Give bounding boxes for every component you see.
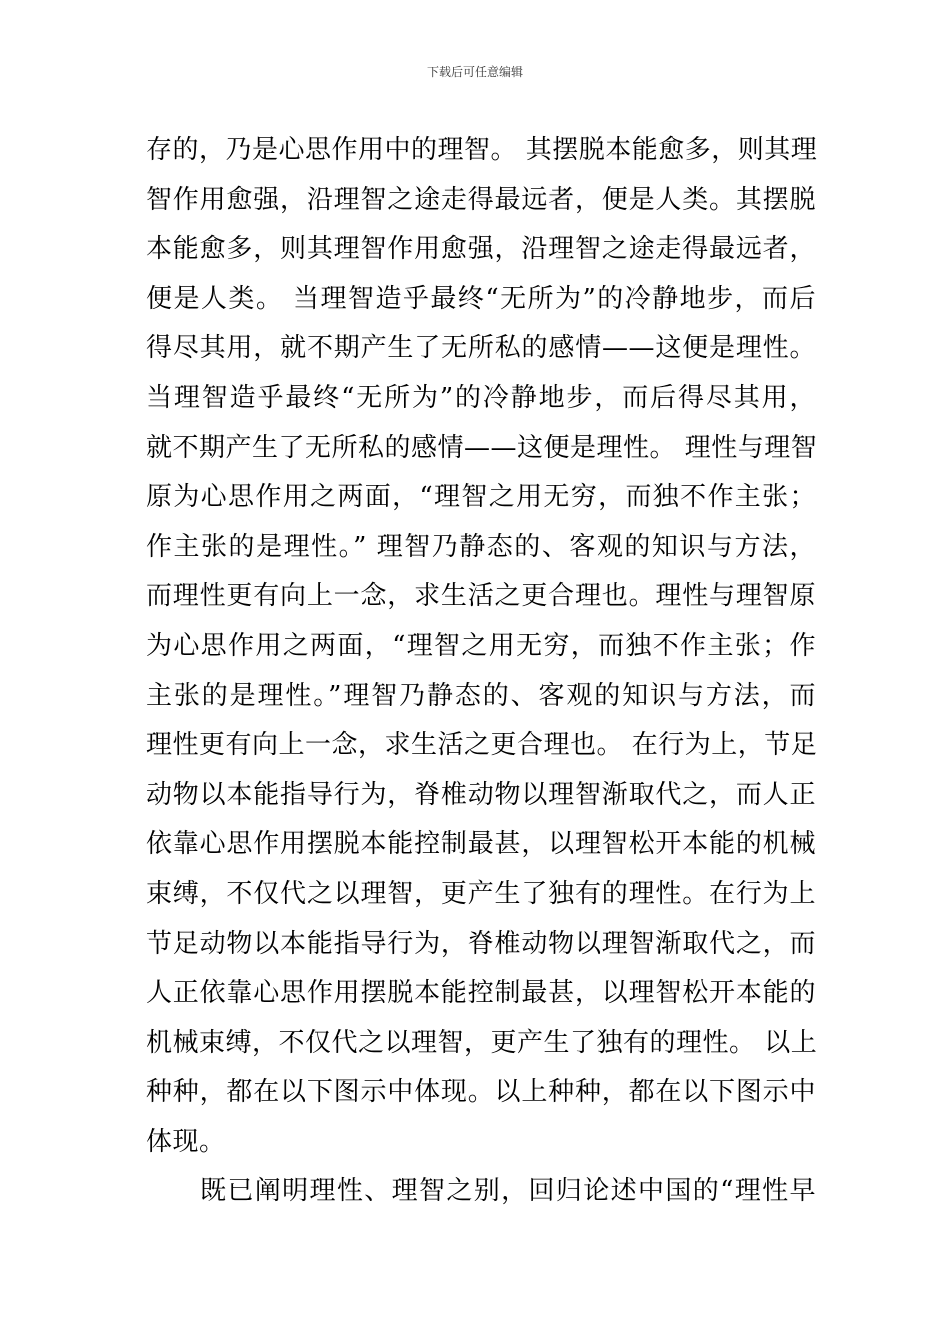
text-line: 体现。 xyxy=(146,1126,226,1157)
text-line: 得尽其用，就不期产生了无所私的感情——这便是理性。 xyxy=(146,333,816,364)
text-line: 节足动物以本能指导行为，脊椎动物以理智渐取代之，而 xyxy=(146,928,816,959)
text-line: 就不期产生了无所私的感情——这便是理性。 理性与理智 xyxy=(146,432,818,463)
text-line: 主张的是理性。”理智乃静态的、客观的知识与方法，而 xyxy=(146,680,816,711)
text-line: 依靠心思作用摆脱本能控制最甚，以理智松开本能的机械 xyxy=(146,829,816,860)
text-line: 作主张的是理性。” 理智乃静态的、客观的知识与方法， xyxy=(146,531,816,562)
document-body xyxy=(146,126,816,1217)
text-line: 原为心思作用之两面，“理智之用无穷，而独不作主张； xyxy=(146,482,816,513)
text-line: 人正依靠心思作用摆脱本能控制最甚，以理智松开本能的 xyxy=(146,978,816,1009)
text-line: 既已阐明理性、理智之别，回归论述中国的“理性早 xyxy=(200,1176,816,1207)
text-line: 机械束缚，不仅代之以理智，更产生了独有的理性。 以上 xyxy=(146,1027,818,1058)
paragraph xyxy=(146,126,816,1167)
text-line: 动物以本能指导行为，脊椎动物以理智渐取代之，而人正 xyxy=(146,779,816,810)
text-line: 智作用愈强，沿理智之途走得最远者，便是人类。其摆脱 xyxy=(146,184,816,215)
text-line: 当理智造乎最终“无所为”的冷静地步，而后得尽其用， xyxy=(146,382,816,413)
paragraph xyxy=(146,1167,816,1217)
text-line: 束缚，不仅代之以理智，更产生了独有的理性。在行为上 xyxy=(146,878,816,909)
text-line: 存的，乃是心思作用中的理智。 其摆脱本能愈多，则其理 xyxy=(146,135,818,165)
page-header: 下载后可任意编辑 xyxy=(426,65,523,79)
text-line: 本能愈多，则其理智作用愈强，沿理智之途走得最远者， xyxy=(146,234,816,265)
text-line: 理性更有向上一念，求生活之更合理也。 在行为上，节足 xyxy=(146,730,818,761)
text-line: 为心思作用之两面，“理智之用无穷，而独不作主张；作 xyxy=(146,630,816,661)
text-line: 便是人类。 当理智造乎最终“无所为”的冷静地步，而后 xyxy=(146,283,816,314)
text-line: 种种，都在以下图示中体现。以上种种，都在以下图示中 xyxy=(146,1077,816,1108)
text-line: 而理性更有向上一念，求生活之更合理也。理性与理智原 xyxy=(146,581,816,612)
